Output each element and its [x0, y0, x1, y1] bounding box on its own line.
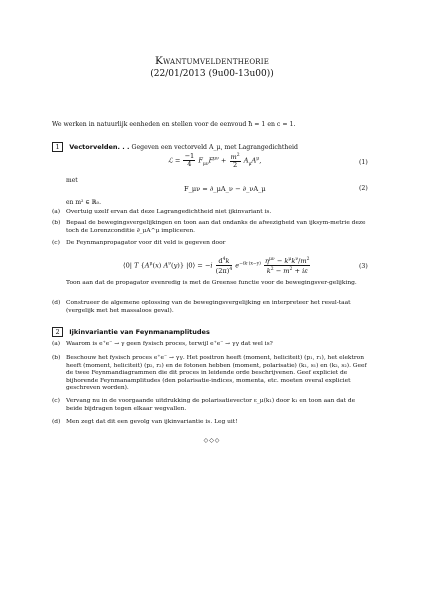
equation-propagator: ⟨0| T {$A^\mu(x)$ $A^\nu(y)$} |0⟩ = −i $\frac{d^4k}{(2\pi)^4}$ $e^{-ik\cdot(x-y)}$ $\frac{\eta^{\mu\nu} - k^\mu k^\nu/m^2}{k^2 - m^2 + i\varepsilon}$	[123, 257, 310, 276]
equation-number-1: (1)	[359, 159, 368, 166]
equation-field-strength: F_μν = ∂_μA_ν − ∂_νA_μ	[184, 185, 266, 193]
question-label: (d)	[52, 419, 61, 425]
question-1c	[52, 240, 371, 248]
question-text: De Feynmanpropagator voor dit veld is gegeven door	[66, 240, 226, 246]
question-label: (a)	[52, 341, 61, 347]
question-1d	[52, 300, 371, 315]
question-text: Overtuig uzelf ervan dat deze Lagrangedichtheid niet ijkinvariant is.	[66, 209, 272, 215]
question-1c-continued: Toon aan dat de propagator evenredig is met de Greense functie voor de bewegingsver-gelijking.	[66, 280, 357, 286]
question-text: Beschouw het fysisch proces e⁺e⁻ → γγ. Het positron heeft (moment, heliciteit) (p₁, r₁), het elektron heeft (moment, heliciteit) (p₂, r₂) en de fotonen hebben (moment, polarisatie) (k₁, s₁) en (k₂, s₂). Geef de twee Feynmandiagrammen die dit proces in leidende orde beschrijvenen. Geef expliciet de bijhorende Feynmanamplitudes (den polarisatie-indices, momenta, etc. moeten overal expliciet geschreven worden).	[66, 355, 367, 392]
question-2d	[52, 419, 371, 427]
mass-condition: en m² ∈ ℝ₀.	[66, 199, 101, 206]
question-label: (d)	[52, 300, 61, 306]
question-1a	[52, 209, 371, 217]
question-text: Waarom is e⁺e⁻ → γ geen fysisch proces, terwijl e⁺e⁻ → γγ dat wel is?	[66, 341, 273, 347]
question-label: (c)	[52, 398, 60, 404]
question-text: Vervang nu in de voorgaande uitdrukking de polarisatievector ε_μ(k₁) door k₁ en toon aan dat de beide bijdragen tegen elkaar wegvallen.	[66, 398, 356, 412]
section-1-heading	[52, 142, 298, 152]
question-label: (a)	[52, 209, 61, 215]
section-number: 2	[52, 327, 63, 337]
equation-lagrangian: ℒ = $\frac{-1}{4}$ $F_{\mu\nu}F^{\mu\nu}$ + $\frac{m^2}{2}$ $A_\mu A^\mu$,	[168, 152, 262, 170]
section-2-heading	[52, 327, 210, 337]
exam-date: (22/01/2013 (9u00-13u00))	[150, 69, 274, 79]
met-text: met	[66, 177, 78, 184]
exam-title: Kwantumveldentheorie	[154, 55, 270, 67]
section-title: Vectorvelden. . .	[69, 143, 130, 151]
intro-text: We werken in natuurlijk eenheden en stellen voor de eenvoud ħ = 1 en c = 1.	[52, 121, 296, 128]
question-1b	[52, 220, 371, 235]
question-2b	[52, 355, 371, 393]
equation-number-2: (2)	[359, 185, 368, 192]
question-2c	[52, 398, 371, 413]
section-title: Ijkinvariantie van Feynmanamplitudes	[69, 328, 210, 336]
end-mark: ◇◇◇	[203, 437, 221, 444]
equation-number-3: (3)	[359, 263, 368, 270]
section-lead: Gegeven een vectorveld A_μ, met Lagrangedichtheid	[131, 144, 298, 151]
question-2a	[52, 341, 371, 349]
question-label: (c)	[52, 240, 60, 246]
question-text: Construeer de algemene oplossing van de bewegingsvergelijking en interpreteer het resul-taat (vergelijk met het massaloos geval).	[66, 300, 351, 314]
question-text: Men zegt dat dit een gevolg van ijkinvariantie is. Leg uit!	[66, 419, 238, 425]
section-number: 1	[52, 142, 63, 152]
question-label: (b)	[52, 355, 61, 361]
question-label: (b)	[52, 220, 61, 226]
question-text: Bepaal de bewegingsvergelijkingen en toon aan dat ondanks de afwezigheid van ijksym-metrie deze toch de Lorenzconditie ∂_μA^μ impliceren.	[66, 220, 366, 234]
